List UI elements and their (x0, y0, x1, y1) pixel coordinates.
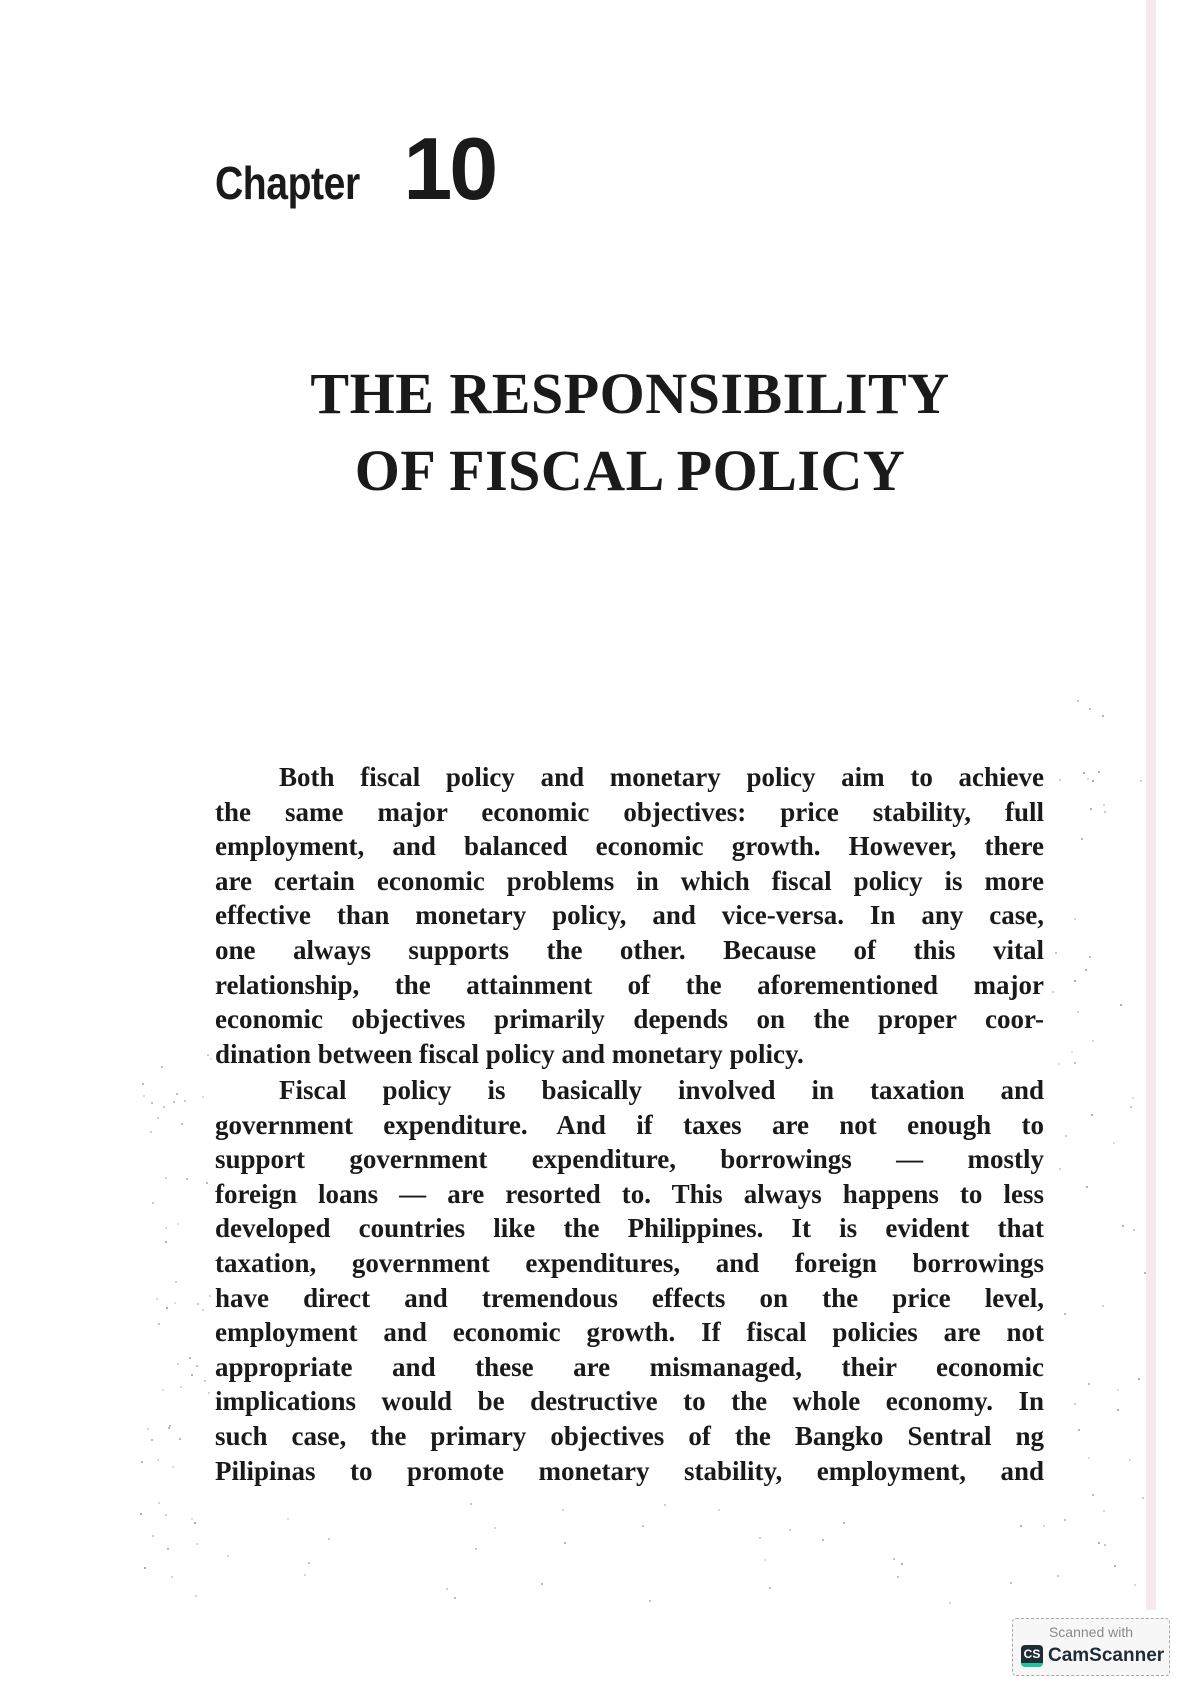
scan-speck (642, 1525, 644, 1527)
scan-speck (140, 1513, 142, 1515)
scan-speck (1077, 700, 1079, 702)
scan-speck (1090, 808, 1092, 810)
scan-speck (141, 1461, 143, 1463)
scan-speck (165, 1227, 167, 1229)
scan-speck (664, 1504, 666, 1506)
scan-speck (1052, 991, 1054, 993)
scan-speck (152, 1202, 154, 1204)
scan-speck (1120, 1004, 1122, 1006)
text-line: dination between fiscal policy and monetary policy. (215, 1038, 804, 1069)
text-line: Fiscal policy is basically involved in taxation and (279, 1075, 1044, 1105)
scan-speck (1058, 1063, 1060, 1065)
scan-speck (179, 1438, 181, 1440)
watermark-caption: Scanned with (1048, 1624, 1134, 1640)
scan-speck (949, 1602, 951, 1604)
scan-speck (227, 1555, 229, 1557)
scan-speck (1057, 1575, 1059, 1577)
scan-speck (1088, 1457, 1090, 1459)
scan-speck (142, 1083, 144, 1085)
scan-speck (1098, 1542, 1100, 1544)
camscanner-logo-icon: CS (1021, 1645, 1043, 1667)
watermark-brand: CamScanner (1048, 1645, 1165, 1666)
scan-speck (1098, 771, 1100, 773)
scan-speck (454, 1597, 456, 1599)
scan-speck (1074, 1403, 1076, 1405)
scan-speck (475, 1548, 477, 1550)
paragraph-1 (215, 760, 1044, 1071)
scan-speck (151, 1102, 153, 1104)
scan-speck (147, 1428, 149, 1430)
scan-speck (174, 1302, 176, 1304)
scan-speck (1140, 780, 1142, 782)
scan-speck (769, 1587, 771, 1589)
scan-speck (202, 1309, 204, 1311)
scan-speck (173, 1101, 175, 1103)
chapter-heading (215, 118, 495, 220)
scan-speck (202, 1096, 204, 1098)
scan-speck (169, 1425, 171, 1427)
scan-speck (194, 1522, 196, 1524)
scan-speck (166, 1307, 168, 1309)
scan-speck (1114, 1565, 1116, 1567)
scan-speck (157, 1117, 159, 1119)
scan-speck (176, 1093, 178, 1095)
scan-speck (1065, 1135, 1067, 1137)
scan-speck (168, 1427, 170, 1429)
scan-speck (1092, 1040, 1094, 1042)
text-line: have direct and tremendous effects on the price level, (215, 1282, 1044, 1313)
scan-speck (764, 1559, 766, 1561)
scan-speck (1130, 1106, 1132, 1108)
scan-speck (186, 1178, 188, 1180)
scan-speck (541, 1583, 543, 1585)
scan-speck (494, 1527, 496, 1529)
chapter-title-line-1: THE RESPONSIBILITY (310, 361, 950, 426)
scan-speck (172, 1466, 174, 1468)
scan-speck (191, 1518, 193, 1520)
scan-speck (1059, 1168, 1061, 1170)
scan-speck (1117, 1389, 1119, 1391)
scan-speck (165, 1514, 167, 1516)
scan-speck (649, 1600, 651, 1602)
scan-speck (207, 1054, 209, 1056)
scan-speck (1087, 778, 1089, 780)
scan-speck (1104, 1544, 1106, 1546)
text-line: one always supports the other. Because of this vital (215, 934, 1044, 965)
scan-speck (1132, 1097, 1134, 1099)
scan-speck (1020, 1525, 1022, 1527)
scan-speck (1129, 1459, 1131, 1461)
text-line: appropriate and these are mismanaged, their economic (215, 1351, 1044, 1382)
text-line: Both fiscal policy and monetary policy aim to achieve (279, 762, 1044, 792)
scan-speck (1102, 715, 1104, 717)
scan-speck (1089, 956, 1091, 958)
scan-speck (446, 1588, 448, 1590)
scan-speck (1083, 772, 1085, 774)
scan-speck (191, 1374, 193, 1376)
text-line: effective than monetary policy, and vice-versa. In any case, (215, 900, 1044, 931)
scan-speck (189, 1357, 191, 1359)
scan-speck (562, 1509, 564, 1511)
scan-speck (1074, 918, 1076, 920)
camscanner-watermark (1012, 1618, 1170, 1676)
scan-speck (759, 1537, 761, 1539)
scan-speck (1086, 1186, 1088, 1188)
scan-speck (1102, 1305, 1104, 1307)
scan-speck (843, 1522, 845, 1524)
scan-speck (287, 1518, 289, 1520)
scan-speck (197, 1303, 199, 1305)
text-line: relationship, the attainment of the aforementioned major (215, 969, 1044, 1000)
scan-speck (1089, 708, 1091, 710)
scan-speck (163, 1106, 165, 1108)
chapter-label: Chapter (215, 157, 360, 209)
scan-speck (1113, 1142, 1115, 1144)
scan-speck (1104, 811, 1106, 813)
scan-speck (167, 1548, 169, 1550)
text-line: developed countries like the Philippines. It is evident that (215, 1213, 1044, 1244)
scan-speck (158, 1323, 160, 1325)
scan-speck (150, 1131, 152, 1133)
scan-speck (157, 1459, 159, 1461)
text-line: employment and economic growth. If fiscal policies are not (215, 1317, 1044, 1348)
scan-speck (1078, 1429, 1080, 1431)
scan-speck (304, 1574, 306, 1576)
scan-speck (177, 1363, 179, 1365)
scan-speck (196, 1543, 198, 1545)
page-edge (1146, 0, 1156, 1610)
scan-speck (175, 1281, 177, 1283)
text-line: economic objectives primarily depends on the proper coor- (215, 1004, 1044, 1035)
scan-speck (1077, 1011, 1079, 1013)
scan-speck (893, 1558, 895, 1560)
scan-speck (822, 1539, 824, 1541)
scan-speck (1092, 780, 1094, 782)
text-line: the same major economic objectives: price stability, full (215, 796, 1044, 827)
scan-speck (195, 1595, 197, 1597)
text-line: government expenditure. And if taxes are not enough to (215, 1109, 1044, 1140)
scan-speck (1071, 1051, 1073, 1053)
scan-speck (156, 1298, 158, 1300)
scan-speck (1133, 1229, 1135, 1231)
scan-speck (158, 1502, 160, 1504)
scan-speck (165, 1241, 167, 1243)
scan-speck (208, 1392, 210, 1394)
scan-speck (209, 1295, 211, 1297)
scan-speck (1092, 1494, 1094, 1496)
scan-speck (1074, 980, 1076, 982)
scan-speck (1103, 804, 1105, 806)
scan-speck (1085, 969, 1087, 971)
scan-speck (177, 1223, 179, 1225)
scan-speck (1103, 1510, 1105, 1512)
scan-speck (1055, 952, 1057, 954)
scan-speck (144, 1567, 146, 1569)
paragraph-2 (215, 1073, 1044, 1488)
scan-speck (1138, 1378, 1140, 1380)
scan-speck (1091, 1114, 1093, 1116)
text-line: foreign loans — are resorted to. This always happens to less (215, 1178, 1044, 1209)
scan-speck (171, 1576, 173, 1578)
chapter-number: 10 (403, 119, 496, 218)
scan-speck (152, 1535, 154, 1537)
scan-speck (1043, 1525, 1045, 1527)
scan-speck (165, 1177, 167, 1179)
scan-speck (901, 1563, 903, 1565)
scan-speck (328, 1538, 330, 1540)
scan-speck (564, 1542, 566, 1544)
scan-speck (1144, 1272, 1146, 1274)
text-line: implications would be destructive to the whole economy. In (215, 1386, 1044, 1417)
scan-speck (718, 1509, 720, 1511)
scan-speck (210, 1058, 212, 1060)
scan-speck (308, 1562, 310, 1564)
scan-speck (1088, 1383, 1090, 1385)
text-line: such case, the primary objectives of the Bangko Sentral ng (215, 1420, 1044, 1451)
scan-speck (1117, 1409, 1119, 1411)
scan-speck (1059, 779, 1061, 781)
scan-speck (181, 1123, 183, 1125)
text-line: Pilipinas to promote monetary stability, employment, and (215, 1455, 1044, 1486)
scan-speck (151, 1439, 153, 1441)
scan-speck (789, 1529, 791, 1531)
text-line: taxation, government expenditures, and foreign borrowings (215, 1247, 1044, 1278)
scan-speck (1134, 1584, 1136, 1586)
scan-speck (1064, 1519, 1066, 1521)
scan-speck (1064, 1313, 1066, 1315)
text-line: support government expenditure, borrowings — mostly (215, 1144, 1044, 1175)
scan-speck (1010, 1582, 1012, 1584)
scan-speck (1074, 1062, 1076, 1064)
scan-speck (196, 1365, 198, 1367)
chapter-title-line-2: OF FISCAL POLICY (354, 438, 906, 503)
scan-speck (470, 1503, 472, 1505)
scan-speck (897, 1576, 899, 1578)
scan-speck (206, 1182, 208, 1184)
scan-speck (143, 1095, 145, 1097)
scan-speck (1122, 1225, 1124, 1227)
scan-speck (1142, 1497, 1144, 1499)
scan-speck (204, 1380, 206, 1382)
scan-speck (1081, 838, 1083, 840)
text-line: employment, and balanced economic growth. However, there (215, 831, 1044, 862)
text-line: are certain economic problems in which fiscal policy is more (215, 865, 1044, 896)
scan-speck (180, 1386, 182, 1388)
scan-speck (184, 1100, 186, 1102)
scan-speck (161, 1066, 163, 1068)
scan-speck (162, 1389, 164, 1391)
